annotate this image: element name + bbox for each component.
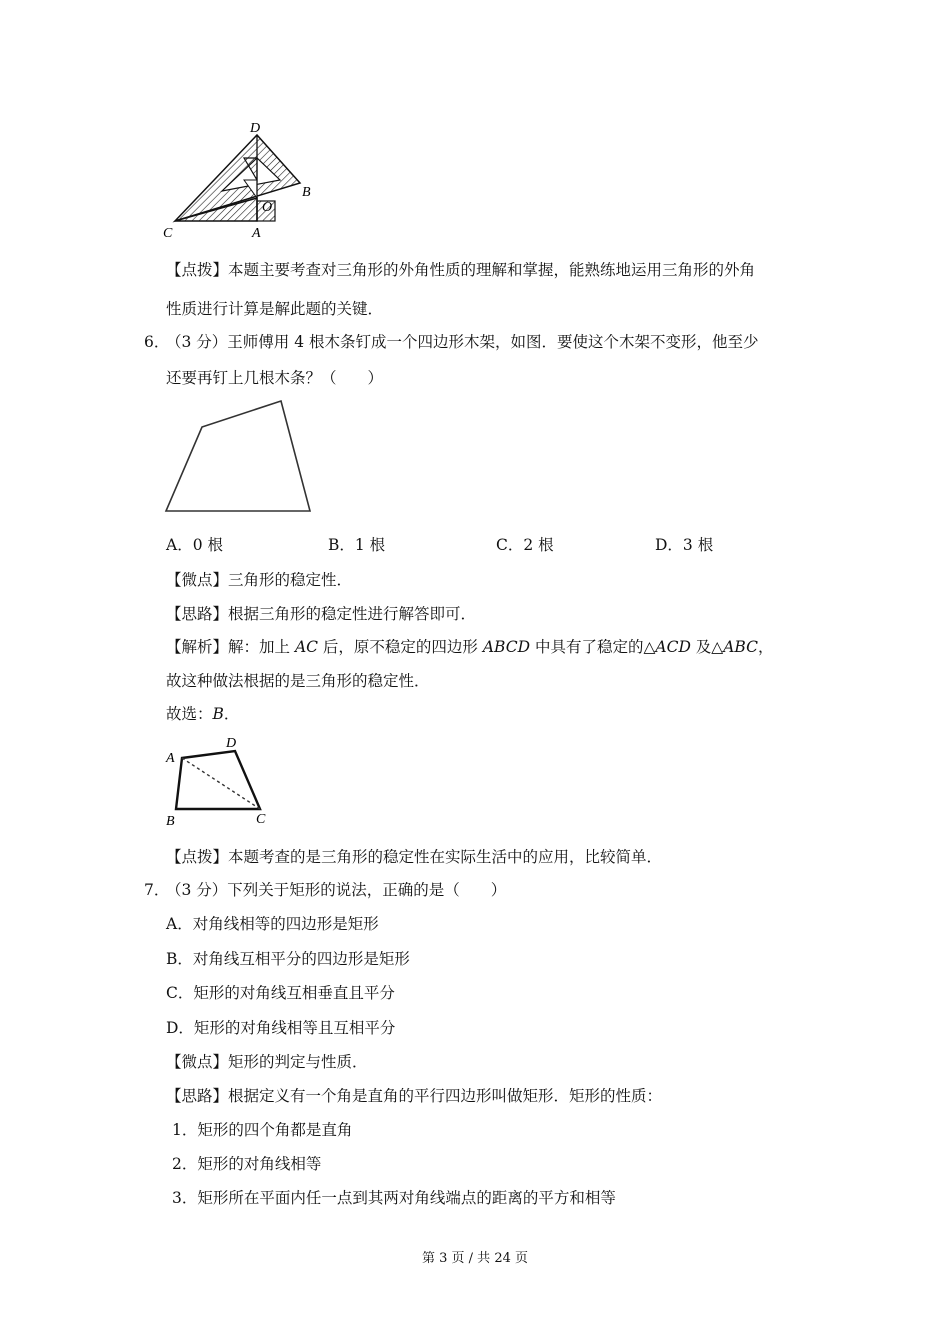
q7-number: 7． xyxy=(144,881,170,899)
q6-answer-value: B xyxy=(212,705,224,723)
q6-jiexi-abcd: ABCD xyxy=(482,638,531,656)
q7-option-b: B．对角线互相平分的四边形是矩形 xyxy=(166,950,410,968)
dianbo-line-1: 【点拨】本题主要考查对三角形的外角性质的理解和掌握，能熟练地运用三角形的外角 xyxy=(166,261,756,279)
q6-jiexi-end: ， xyxy=(757,638,774,656)
q6-answer-end: ． xyxy=(223,705,240,723)
page-footer: 第 3 页 / 共 24 页 xyxy=(422,1251,528,1266)
q6-jiexi-line-1 xyxy=(166,637,773,657)
q7-property-3: 3．矩形所在平面内任一点到其两对角线端点的距离的平方和相等 xyxy=(172,1189,616,1207)
q6-weidian: 【微点】三角形的稳定性． xyxy=(166,571,353,589)
q6-option-d: D．3 根 xyxy=(655,536,714,554)
q6-answer-pre: 故选： xyxy=(166,705,213,723)
q6-jiexi-abc: ABC xyxy=(723,638,758,656)
q7-stem: （3 分）下列关于矩形的说法，正确的是（ ） xyxy=(166,881,507,899)
q6-number: 6． xyxy=(144,333,170,351)
label-C: C xyxy=(163,226,173,240)
q7-property-1: 1．矩形的四个角都是直角 xyxy=(172,1121,353,1139)
triangle-rulers-figure xyxy=(160,118,320,240)
q6-jiexi-line-2: 故这种做法根据的是三角形的稳定性． xyxy=(166,672,430,690)
label-D: D xyxy=(250,121,261,136)
label-A: A xyxy=(252,226,261,240)
q6-dianbo: 【点拨】本题考查的是三角形的稳定性在实际生活中的应用，比较简单． xyxy=(166,848,663,866)
q6-jiexi-mid2: 中具有了稳定的△ xyxy=(530,638,656,656)
q7-property-2: 2．矩形的对角线相等 xyxy=(172,1155,322,1173)
q6-jiexi-mid1: 后，原不稳定的四边形 xyxy=(318,638,483,656)
q6-option-a: A．0 根 xyxy=(166,536,223,554)
q7-silu: 【思路】根据定义有一个角是直角的平行四边形叫做矩形．矩形的性质： xyxy=(166,1087,663,1105)
abcd-diagonal-figure xyxy=(160,730,280,830)
q6-jiexi-pre: 【解析】解：加上 xyxy=(166,638,295,656)
q6-jiexi-acd: ACD xyxy=(655,638,691,656)
q7-option-c: C．矩形的对角线互相垂直且平分 xyxy=(166,984,395,1002)
q6-stem-line-1: （3 分）王师傅用 4 根木条钉成一个四边形木架，如图．要使这个木架不变形，他至少 xyxy=(166,333,759,351)
q7-option-d: D．矩形的对角线相等且互相平分 xyxy=(166,1019,396,1037)
fig-label-A: A xyxy=(166,751,175,766)
fig-label-B: B xyxy=(166,814,175,829)
label-B: B xyxy=(302,185,311,200)
q6-jiexi-ac: AC xyxy=(294,638,318,656)
q6-stem-line-2: 还要再钉上几根木条？（ ） xyxy=(166,369,384,387)
q6-jiexi-mid3: 及△ xyxy=(690,638,724,656)
q6-option-b: B．1 根 xyxy=(328,536,386,554)
fig-label-D: D xyxy=(226,736,237,751)
fig-label-C: C xyxy=(256,812,266,827)
q7-weidian: 【微点】矩形的判定与性质． xyxy=(166,1053,368,1071)
dianbo-line-2: 性质进行计算是解此题的关键． xyxy=(166,300,384,318)
quadrilateral-frame-figure xyxy=(160,395,320,517)
label-O: O xyxy=(262,200,273,215)
q7-option-a: A．对角线相等的四边形是矩形 xyxy=(166,915,379,933)
q6-option-c: C．2 根 xyxy=(496,536,554,554)
q6-silu: 【思路】根据三角形的稳定性进行解答即可． xyxy=(166,605,477,623)
q6-answer xyxy=(166,704,239,724)
